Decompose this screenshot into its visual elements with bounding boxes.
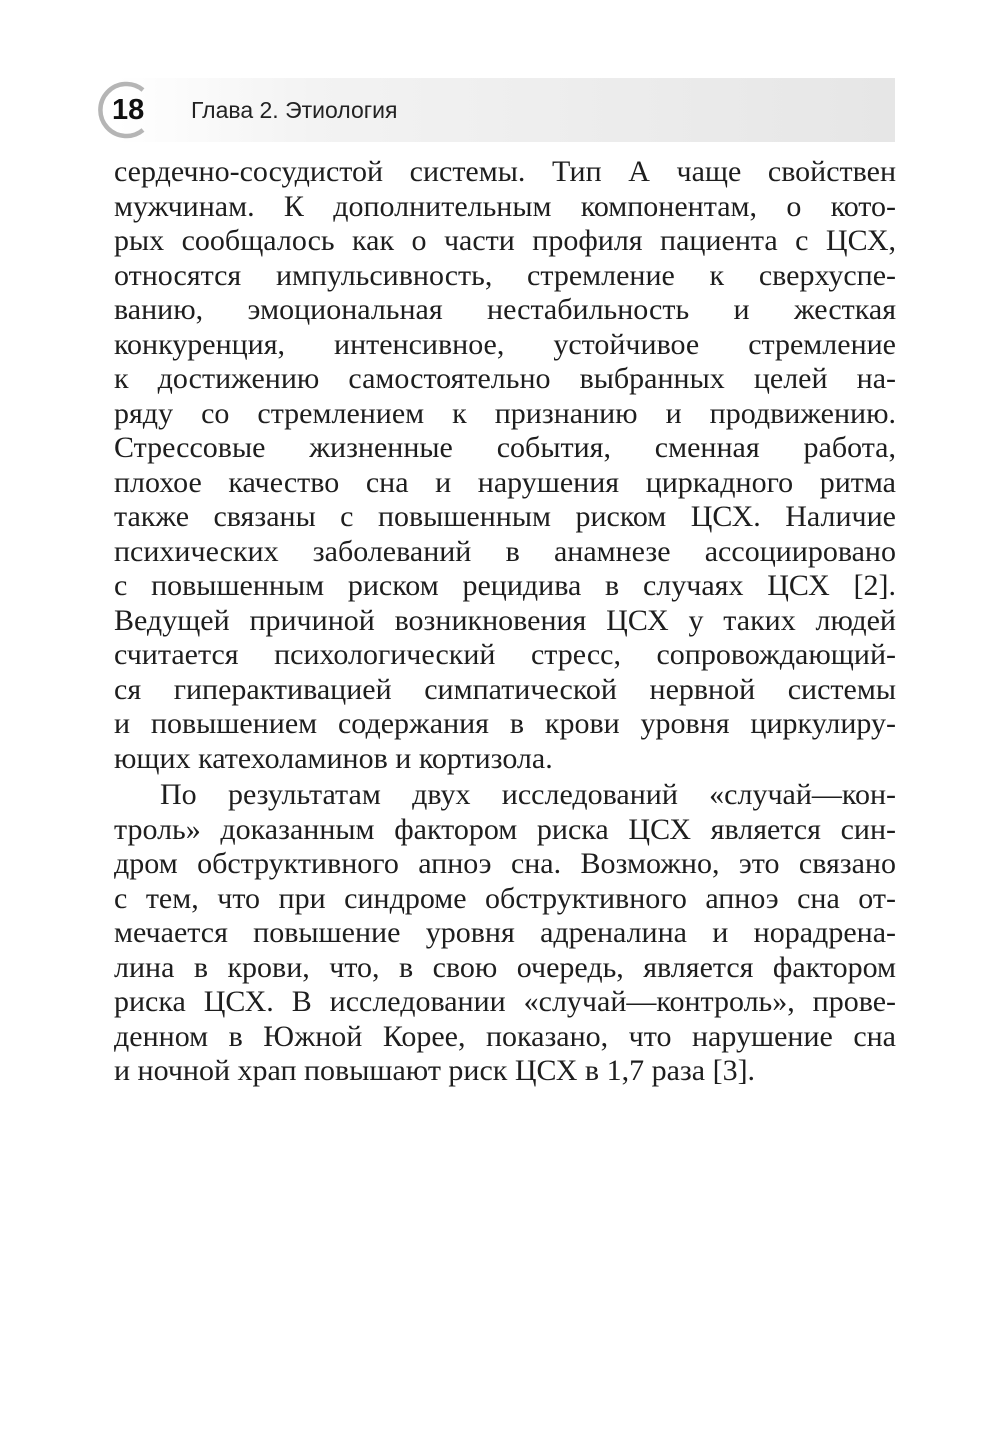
text-line: ся гиперактивацией симпатической нервной системы [114,672,896,706]
paragraph-2 [114,778,896,1089]
text-line: плохое качество сна и нарушения циркадного ритма [114,465,896,499]
text-line: троль» доказанным фактором риска ЦСХ является син- [114,812,896,846]
text-line: и ночной храп повышают риск ЦСХ в 1,7 раза [3]. [114,1054,756,1087]
text-line: также связаны с повышенным риском ЦСХ. Наличие [114,500,896,533]
text-line: лина в крови, что, в свою очередь, является фактором [114,950,896,984]
text-line: сердечно-сосудистой системы. Тип А чаще свойствен [114,155,896,188]
text-line: с тем, что при синдроме обструктивного апноэ сна от- [114,881,896,915]
text-line: относятся импульсивность, стремление к сверхуспе- [114,258,896,292]
paragraph-1 [114,155,896,776]
text-line: и повышением содержания в крови уровня циркулиру- [114,707,896,740]
text-line: рых сообщалось как о части профиля пациента с ЦСХ, [114,224,896,257]
page-header [95,78,895,142]
text-line: мужчинам. К дополнительным компонентам, о кото- [114,189,896,223]
chapter-title: Глава 2. Этиология [191,97,398,123]
text-line: риска ЦСХ. В исследовании «случай—контроль», прове- [114,985,896,1018]
text-line: с повышенным риском рецидива в случаях ЦСХ [2]. [114,569,896,602]
text-line: ющих катехоламинов и кортизола. [114,741,553,775]
text-line: психических заболеваний в анамнезе ассоциировано [114,534,896,568]
text-line: к достижению самостоятельно выбранных целей на- [114,362,896,395]
text-line: считается психологический стресс, сопровождающий- [114,638,896,671]
text-line: По результатам двух исследований «случай—кон- [160,778,896,811]
text-line: конкуренция, интенсивное, устойчивое стремление [114,327,896,361]
text-line: ванию, эмоциональная нестабильность и жесткая [114,293,896,326]
text-line: ряду со стремлением к признанию и продвижению. [114,396,896,430]
text-line: денном в Южной Корее, показано, что нарушение сна [114,1019,896,1053]
text-line: Ведущей причиной возникновения ЦСХ у таких людей [114,603,896,637]
body-text [114,155,896,1089]
page-number: 18 [112,94,145,126]
text-line: Стрессовые жизненные события, сменная работа, [114,431,896,464]
text-line: дром обструктивного апноэ сна. Возможно, это связано [114,847,896,880]
text-line: мечается повышение уровня адреналина и норадрена- [114,916,896,949]
